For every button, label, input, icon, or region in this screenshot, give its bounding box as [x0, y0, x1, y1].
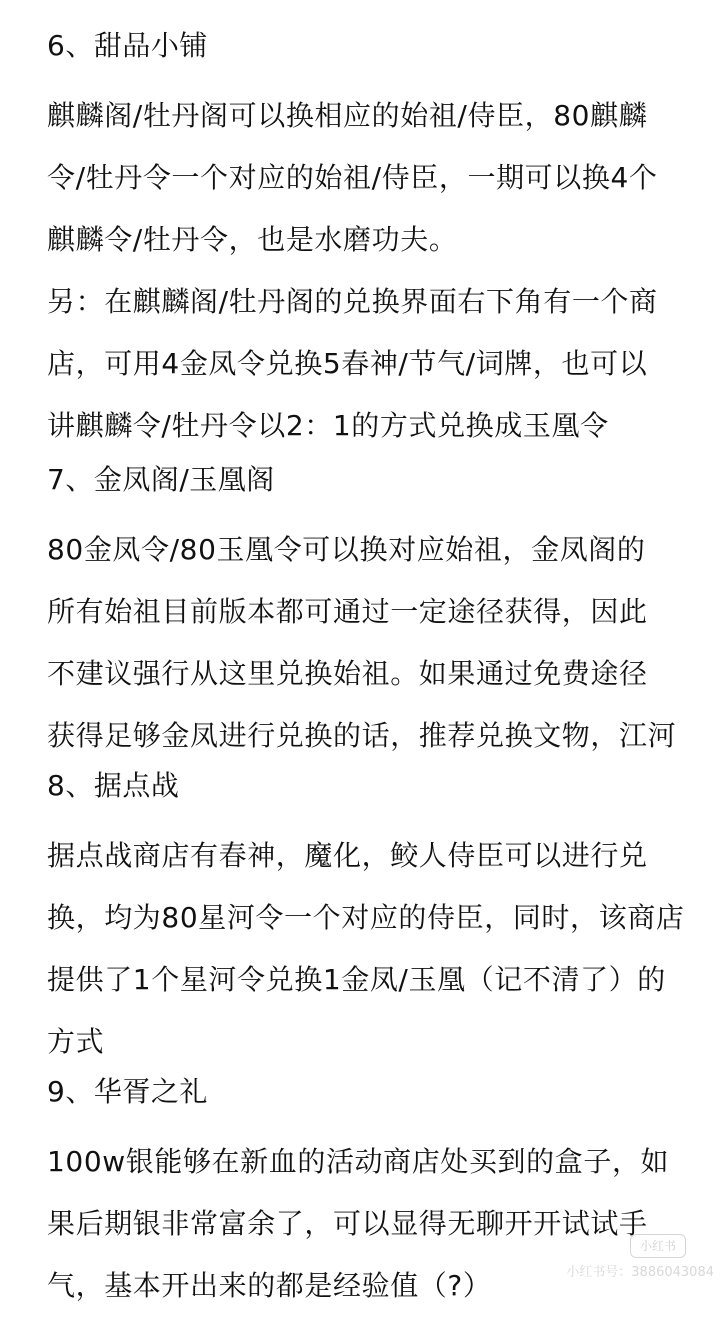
text-line: 换，均为80星河令一个对应的侍臣，同时，该商店 — [47, 901, 685, 934]
section-heading-6: 6、甜品小铺 — [47, 29, 208, 62]
section-heading-7: 7、金凤阁/玉凰阁 — [47, 463, 275, 496]
text-line: 另：在麒麟阁/牡丹阁的兑换界面右下角有一个商 — [47, 285, 658, 318]
text-line: 获得足够金凤进行兑换的话，推荐兑换文物，江河 — [47, 719, 677, 752]
section-heading-9: 9、华胥之礼 — [47, 1075, 208, 1108]
text-line: 麒麟阁/牡丹阁可以换相应的始祖/侍臣，80麒麟 — [47, 99, 648, 132]
watermark — [514, 1234, 714, 1294]
text-line: 提供了1个星河令兑换1金凤/玉凰（记不清了）的 — [47, 963, 666, 996]
text-line: 100w银能够在新血的活动商店处买到的盒子，如 — [47, 1145, 670, 1178]
text-line: 果后期银非常富余了，可以显得无聊开开试试手 — [47, 1207, 648, 1240]
section-6-paragraph-1 — [47, 96, 707, 282]
section-6-paragraph-2 — [47, 282, 707, 468]
text-line: 令/牡丹令一个对应的始祖/侍臣，一期可以换4个 — [47, 161, 658, 194]
text-line: 店，可用4金凤令兑换5春神/节气/词牌，也可以 — [47, 347, 648, 380]
section-heading-8: 8、据点战 — [47, 769, 180, 802]
text-line: 方式 — [47, 1025, 105, 1058]
section-8-paragraph-1 — [47, 836, 707, 1084]
text-line: 80金凤令/80玉凰令可以换对应始祖，金凤阁的 — [47, 533, 646, 566]
watermark-id: 小红书号：3886043084 — [566, 1265, 714, 1280]
watermark-logo: 小红书 — [630, 1234, 686, 1258]
text-line: 据点战商店有春神，魔化，鲛人侍臣可以进行兑 — [47, 839, 648, 872]
text-line: 麒麟令/牡丹令，也是水磨功夫。 — [47, 223, 458, 256]
text-line: 气，基本开出来的都是经验值（?） — [47, 1269, 492, 1302]
text-line: 所有始祖目前版本都可通过一定途径获得，因此 — [47, 595, 648, 628]
text-line: 不建议强行从这里兑换始祖。如果通过免费途径 — [47, 657, 648, 690]
section-7-paragraph-1 — [47, 530, 707, 778]
text-line: 讲麒麟令/牡丹令以2：1的方式兑换成玉凰令 — [47, 409, 609, 442]
